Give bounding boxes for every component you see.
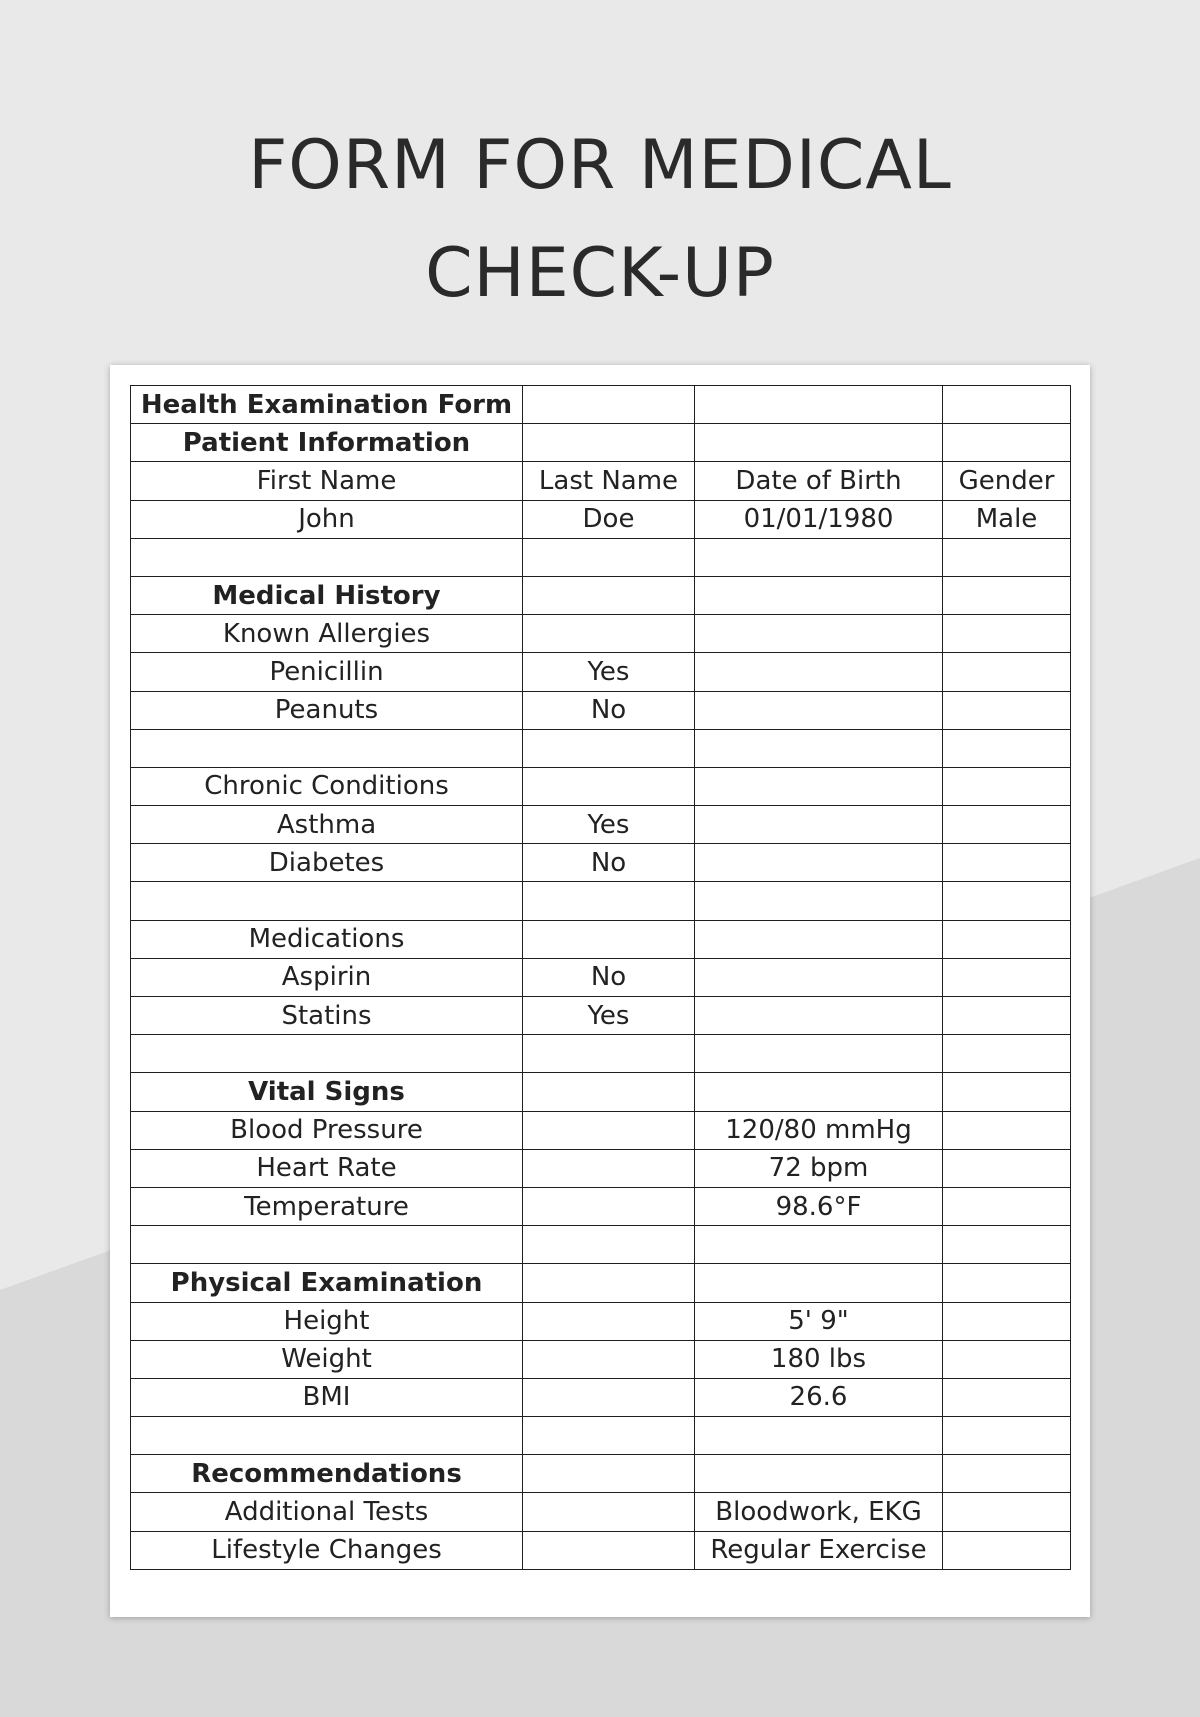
table-cell-value-3 [943, 386, 1071, 424]
table-cell-field: First Name [131, 462, 523, 500]
table-cell-value-3 [943, 653, 1071, 691]
table-row [131, 920, 1071, 958]
table-row [131, 500, 1071, 538]
page-title-line-2: CHECK-UP [425, 234, 775, 313]
table-cell-value-3 [943, 424, 1071, 462]
table-row [131, 806, 1071, 844]
table-cell-value-1 [523, 1531, 695, 1569]
table-cell-value-1 [523, 1111, 695, 1149]
table-cell-value-1 [523, 1073, 695, 1111]
table-row [131, 653, 1071, 691]
page-title-line-1: FORM FOR MEDICAL [248, 126, 952, 205]
table-cell-value-1: Last Name [523, 462, 695, 500]
table-cell-value-2 [695, 1417, 943, 1455]
table-cell-value-1 [523, 1340, 695, 1378]
table-cell-value-1 [523, 538, 695, 576]
table-cell-field: Temperature [131, 1187, 523, 1225]
table-cell-field: Height [131, 1302, 523, 1340]
table-cell-value-2 [695, 1264, 943, 1302]
table-cell-field [131, 1226, 523, 1264]
table-cell-value-1 [523, 1378, 695, 1416]
table-cell-field [131, 538, 523, 576]
table-cell-field: Lifestyle Changes [131, 1531, 523, 1569]
table-cell-field [131, 882, 523, 920]
table-row [131, 729, 1071, 767]
table-cell-value-2: 120/80 mmHg [695, 1111, 943, 1149]
table-cell-value-3 [943, 920, 1071, 958]
table-cell-value-1 [523, 1149, 695, 1187]
table-cell-value-1: No [523, 958, 695, 996]
table-cell-value-3 [943, 691, 1071, 729]
table-cell-value-2 [695, 958, 943, 996]
table-row [131, 1264, 1071, 1302]
table-cell-value-2 [695, 386, 943, 424]
table-cell-value-3 [943, 1264, 1071, 1302]
table-cell-field: Heart Rate [131, 1149, 523, 1187]
table-row [131, 386, 1071, 424]
table-cell-value-3 [943, 767, 1071, 805]
table-cell-value-3 [943, 1149, 1071, 1187]
table-body [131, 386, 1071, 1570]
table-row [131, 462, 1071, 500]
table-cell-value-2: 01/01/1980 [695, 500, 943, 538]
table-cell-value-1 [523, 1035, 695, 1073]
table-row [131, 1035, 1071, 1073]
table-row [131, 958, 1071, 996]
table-cell-value-2 [695, 424, 943, 462]
table-cell-value-1 [523, 1226, 695, 1264]
table-cell-value-2 [695, 1455, 943, 1493]
table-cell-field: Peanuts [131, 691, 523, 729]
table-cell-value-3 [943, 538, 1071, 576]
table-cell-field: BMI [131, 1378, 523, 1416]
table-cell-field: Diabetes [131, 844, 523, 882]
table-row [131, 1417, 1071, 1455]
table-cell-field: Physical Examination [131, 1264, 523, 1302]
table-cell-field: Asthma [131, 806, 523, 844]
table-cell-field: Health Examination Form [131, 386, 523, 424]
table-cell-value-2 [695, 997, 943, 1035]
table-cell-field: Recommendations [131, 1455, 523, 1493]
table-cell-value-1: No [523, 844, 695, 882]
table-cell-value-2 [695, 729, 943, 767]
table-cell-value-1: Doe [523, 500, 695, 538]
table-cell-field: Blood Pressure [131, 1111, 523, 1149]
table-cell-value-1 [523, 576, 695, 614]
table-cell-value-2: Date of Birth [695, 462, 943, 500]
table-row [131, 1073, 1071, 1111]
table-cell-value-2: 26.6 [695, 1378, 943, 1416]
table-cell-value-2: 98.6°F [695, 1187, 943, 1225]
table-cell-value-3 [943, 1531, 1071, 1569]
table-cell-value-3 [943, 1187, 1071, 1225]
table-cell-value-3 [943, 997, 1071, 1035]
table-cell-value-2: Regular Exercise [695, 1531, 943, 1569]
table-cell-value-1: Yes [523, 997, 695, 1035]
table-cell-value-2 [695, 806, 943, 844]
table-cell-field: Penicillin [131, 653, 523, 691]
table-cell-value-2 [695, 576, 943, 614]
table-cell-value-1: Yes [523, 806, 695, 844]
table-cell-value-2 [695, 538, 943, 576]
table-row [131, 767, 1071, 805]
table-cell-value-3 [943, 1417, 1071, 1455]
table-cell-value-1 [523, 1187, 695, 1225]
table-cell-value-1 [523, 386, 695, 424]
table-cell-value-3 [943, 1340, 1071, 1378]
table-cell-field [131, 1417, 523, 1455]
table-cell-value-3 [943, 1455, 1071, 1493]
table-row [131, 844, 1071, 882]
table-cell-value-2 [695, 844, 943, 882]
table-row [131, 424, 1071, 462]
table-cell-value-3 [943, 1378, 1071, 1416]
table-cell-value-1 [523, 729, 695, 767]
table-cell-value-2 [695, 1035, 943, 1073]
table-cell-value-3 [943, 958, 1071, 996]
table-cell-value-1 [523, 1302, 695, 1340]
table-cell-value-2 [695, 882, 943, 920]
table-cell-value-2 [695, 1073, 943, 1111]
table-cell-value-3 [943, 1035, 1071, 1073]
table-cell-value-3 [943, 1302, 1071, 1340]
table-cell-value-3 [943, 576, 1071, 614]
table-cell-value-1 [523, 1455, 695, 1493]
table-cell-field [131, 729, 523, 767]
table-cell-field: Aspirin [131, 958, 523, 996]
table-row [131, 1340, 1071, 1378]
table-row [131, 1378, 1071, 1416]
table-cell-value-2 [695, 653, 943, 691]
table-row [131, 1226, 1071, 1264]
table-cell-value-2 [695, 615, 943, 653]
table-cell-value-2: Bloodwork, EKG [695, 1493, 943, 1531]
table-cell-value-3 [943, 1073, 1071, 1111]
table-cell-value-1 [523, 424, 695, 462]
table-cell-value-2 [695, 767, 943, 805]
table-cell-value-1 [523, 1264, 695, 1302]
table-row [131, 691, 1071, 729]
table-row [131, 1455, 1071, 1493]
table-row [131, 576, 1071, 614]
table-row [131, 1493, 1071, 1531]
table-cell-field: Patient Information [131, 424, 523, 462]
table-cell-value-1: No [523, 691, 695, 729]
health-examination-table [130, 385, 1071, 1570]
table-row [131, 1187, 1071, 1225]
form-sheet [110, 365, 1090, 1617]
table-cell-value-2 [695, 1226, 943, 1264]
table-row [131, 1111, 1071, 1149]
table-cell-value-2: 5' 9" [695, 1302, 943, 1340]
table-cell-field: Weight [131, 1340, 523, 1378]
table-cell-value-3 [943, 844, 1071, 882]
table-cell-value-3 [943, 806, 1071, 844]
table-cell-field: Chronic Conditions [131, 767, 523, 805]
table-cell-field: Additional Tests [131, 1493, 523, 1531]
table-cell-field [131, 1035, 523, 1073]
table-cell-value-1 [523, 767, 695, 805]
table-cell-field: Statins [131, 997, 523, 1035]
table-cell-field: John [131, 500, 523, 538]
table-cell-value-3 [943, 1111, 1071, 1149]
table-cell-field: Vital Signs [131, 1073, 523, 1111]
table-cell-field: Medications [131, 920, 523, 958]
table-cell-value-3: Male [943, 500, 1071, 538]
table-cell-value-1 [523, 1417, 695, 1455]
table-row [131, 882, 1071, 920]
table-cell-value-1 [523, 882, 695, 920]
table-cell-value-1 [523, 1493, 695, 1531]
table-cell-value-3: Gender [943, 462, 1071, 500]
table-cell-value-3 [943, 615, 1071, 653]
table-row [131, 1531, 1071, 1569]
table-cell-value-1 [523, 920, 695, 958]
table-cell-field: Known Allergies [131, 615, 523, 653]
table-row [131, 615, 1071, 653]
table-cell-value-2: 72 bpm [695, 1149, 943, 1187]
table-row [131, 538, 1071, 576]
table-cell-field: Medical History [131, 576, 523, 614]
table-row [131, 1149, 1071, 1187]
table-cell-value-3 [943, 1493, 1071, 1531]
table-cell-value-2 [695, 920, 943, 958]
table-cell-value-3 [943, 882, 1071, 920]
table-cell-value-2 [695, 691, 943, 729]
table-cell-value-1: Yes [523, 653, 695, 691]
table-cell-value-1 [523, 615, 695, 653]
table-cell-value-2: 180 lbs [695, 1340, 943, 1378]
table-row [131, 997, 1071, 1035]
table-cell-value-3 [943, 729, 1071, 767]
table-row [131, 1302, 1071, 1340]
table-cell-value-3 [943, 1226, 1071, 1264]
